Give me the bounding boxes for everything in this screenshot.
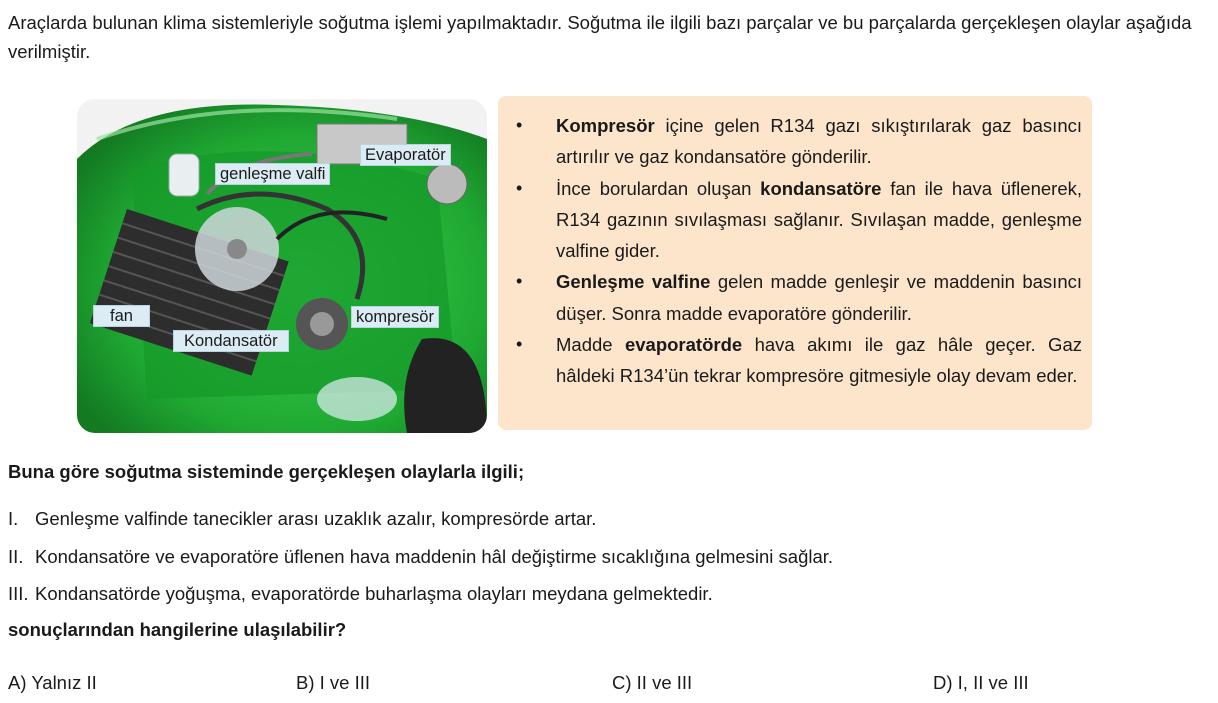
statement-item: II. Kondansatöre ve evaporatöre üflenen hava maddenin hâl değiştirme sıcaklığına gelmesini sağlar. <box>8 545 834 567</box>
option-d[interactable]: D) I, II ve III <box>933 672 1029 693</box>
statement-item: I. Genleşme valfinde tanecikler arası uzaklık azalır, kompresörde artar. <box>8 508 597 529</box>
question-stem: Buna göre soğutma sisteminde gerçekleşen olaylarla ilgili; <box>8 461 525 482</box>
bullet-item: • Kompresör içine gelen R134 gazı sıkıştırılarak gaz basıncı artırılır ve gaz kondansatöre gönderilir. <box>512 110 1082 173</box>
info-box <box>498 96 1092 430</box>
label-evaporator: Evaporatör <box>360 144 451 166</box>
bullet-dot: • <box>516 334 523 355</box>
statement-item: III. Kondansatörde yoğuşma, evaporatörde buharlaşma olayları meydana gelmektedir. <box>8 583 713 604</box>
option-b[interactable]: B) I ve III <box>296 672 371 693</box>
process-bullets <box>512 110 1082 392</box>
statement-list <box>8 500 833 613</box>
bullet-item: • Madde evaporatörde hava akımı ile gaz hâle geçer. Gaz hâldeki R134’ün tekrar kompresöre gitmesiyle olay devam eder. <box>512 329 1082 392</box>
bullet-dot: • <box>516 271 523 292</box>
label-condenser: Kondansatör <box>173 330 289 352</box>
option-c[interactable]: C) II ve III <box>612 672 693 693</box>
bullet-item: • Genleşme valfine gelen madde genleşir ve maddenin basıncı düşer. Sonra madde evaporatöre gönderilir. <box>512 266 1082 329</box>
intro-text: Araçlarda bulunan klima sistemleriyle soğutma işlemi yapılmaktadır. Soğutma ile ilgili bazı parçalar ve bu parçalarda gerçekleşen olaylar aşağıda verilmiştir. <box>8 12 1192 62</box>
bullet-dot: • <box>516 177 523 198</box>
label-compressor: kompresör <box>351 306 439 328</box>
option-a[interactable]: A) Yalnız II <box>8 672 97 693</box>
bullet-dot: • <box>516 115 523 135</box>
question-conclusion: sonuçlarından hangilerine ulaşılabilir? <box>8 619 347 640</box>
label-expansion-valve: genleşme valfi <box>215 163 330 185</box>
bullet-item: • İnce borulardan oluşan kondansatöre fan ile hava üflenerek, R134 gazının sıvılaşması sağlanır. Sıvılaşan madde, genleşme valfine gider. <box>512 173 1082 267</box>
car-ac-illustration <box>77 99 487 433</box>
label-fan: fan <box>93 305 150 327</box>
